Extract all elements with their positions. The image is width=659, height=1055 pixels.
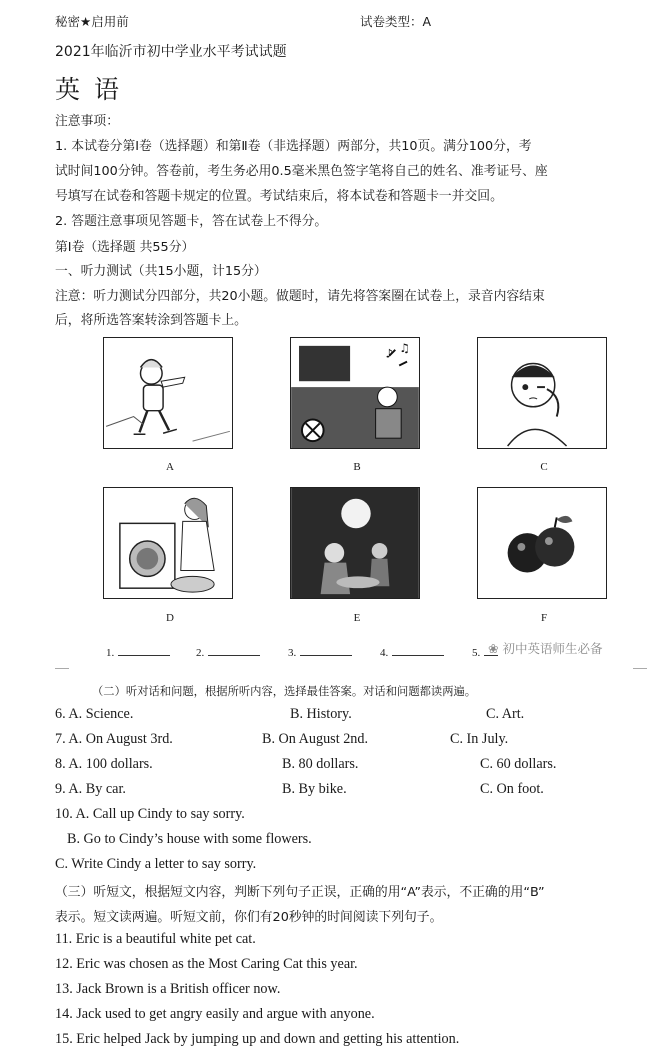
- student-tired-picture: [477, 337, 607, 449]
- question-10: 10. A. Call up Cindy to say sorry.: [55, 806, 245, 822]
- question-8: 8. A. 100 dollars.: [55, 756, 153, 772]
- picture-label: D: [166, 612, 174, 624]
- section1-intro: 注意：听力测试分四部分，共20小题。做题时，请先将答案圈在试卷上，录音内容结束: [55, 289, 545, 304]
- notes-line: 1. 本试卷分第Ⅰ卷（选择题）和第Ⅱ卷（非选择题）两部分，共10页。满分100分，考: [55, 139, 532, 154]
- notes-heading: 注意事项：: [55, 114, 119, 129]
- question-6-option-c: C. Art.: [486, 706, 525, 722]
- question-6: 6. A. Science.: [55, 706, 134, 722]
- section3-instruction: 表示。短文读两遍。听短文前，你们有20秒钟的时间阅读下列句子。: [55, 910, 443, 925]
- apples-picture: [477, 487, 607, 599]
- ice-skating-picture: [103, 337, 233, 449]
- question-6-option-b: B. History.: [290, 706, 352, 722]
- question-7-option-c: C. In July.: [450, 731, 509, 747]
- divider: [55, 668, 69, 675]
- question-9-option-c: C. On foot.: [480, 781, 544, 797]
- notes-line: 号填写在试卷和答题卡规定的位置。考试结束后，将本试卷和答题卡一并交回。: [55, 189, 503, 204]
- washing-machine-picture: [103, 487, 233, 599]
- part1-heading: 第Ⅰ卷（选择题 共55分）: [55, 240, 195, 255]
- statement-14: 14. Jack used to get angry easily and argue with anyone.: [55, 1006, 375, 1022]
- divider: [633, 668, 647, 675]
- picture-label: E: [353, 612, 361, 624]
- picture-label: A: [166, 461, 174, 473]
- answer-blank-2[interactable]: 2.: [196, 644, 260, 659]
- notes-line: 2. 答题注意事项见答题卡，答在试卷上不得分。: [55, 214, 328, 229]
- question-10-option-b: B. Go to Cindy’s house with some flowers.: [67, 831, 312, 847]
- question-8-option-c: C. 60 dollars.: [480, 756, 557, 772]
- classroom-music-picture: [290, 337, 420, 449]
- section2-instruction: （二）听对话和问题，根据所听内容，选择最佳答案。对话和问题都读两遍。: [92, 685, 477, 698]
- moon-festival-picture: [290, 487, 420, 599]
- question-9-option-b: B. By bike.: [282, 781, 347, 797]
- picture-label: C: [540, 461, 548, 473]
- svg-text:♪: ♪: [385, 346, 393, 361]
- section1-intro: 后，将所选答案转涂到答题卡上。: [55, 313, 247, 328]
- statement-12: 12. Eric was chosen as the Most Caring Cat this year.: [55, 956, 358, 972]
- answer-blank-3[interactable]: 3.: [288, 644, 352, 659]
- question-9: 9. A. By car.: [55, 781, 126, 797]
- picture-label: F: [540, 612, 548, 624]
- subject-title: 英语: [55, 75, 134, 104]
- statement-11: 11. Eric is a beautiful white pet cat.: [55, 931, 256, 947]
- section1-title: 一、听力测试（共15小题，计15分）: [55, 264, 267, 279]
- section3-instruction: （三）听短文，根据短文内容，判断下列句子正误，正确的用“A”表示，不正确的用“B”: [55, 885, 545, 900]
- answer-blank-1[interactable]: 1.: [106, 644, 170, 659]
- statement-15: 15. Eric helped Jack by jumping up and down and getting his attention.: [55, 1031, 460, 1047]
- question-7: 7. A. On August 3rd.: [55, 731, 173, 747]
- notes-line: 试时间100分钟。答卷前，考生务必用0.5毫米黑色签字笔将自己的姓名、准考证号、座: [55, 164, 548, 179]
- question-7-option-b: B. On August 2nd.: [262, 731, 369, 747]
- watermark: ❀ 初中英语师生必备: [488, 641, 603, 656]
- paper-type: 试卷类型：A: [360, 14, 432, 29]
- svg-text:♫: ♫: [399, 340, 410, 355]
- exam-title: 2021年临沂市初中学业水平考试试题: [55, 44, 287, 60]
- answer-blank-4[interactable]: 4.: [380, 644, 444, 659]
- answer-blank-5[interactable]: 5.: [472, 644, 498, 659]
- secret-mark: 秘密★启用前: [55, 14, 129, 29]
- question-10-option-c: C. Write Cindy a letter to say sorry.: [55, 856, 257, 872]
- question-8-option-b: B. 80 dollars.: [282, 756, 359, 772]
- wechat-icon: ❀: [488, 641, 503, 656]
- picture-label: B: [353, 461, 361, 473]
- statement-13: 13. Jack Brown is a British officer now.: [55, 981, 281, 997]
